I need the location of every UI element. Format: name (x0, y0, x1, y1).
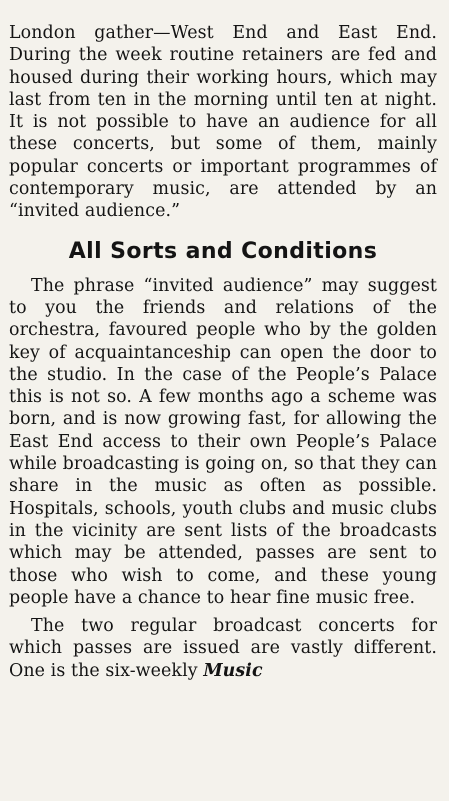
paragraph-regular-concerts-text: The two regular broadcast concerts for which passes are issued are vastly different. One is the six-weekly (9, 616, 437, 681)
paragraph-intro: London gather—West End and East End. During the week routine retainers are fed and housed during their working hours, which may last from ten in the morning until ten at night. It is not possible to have an audience for all these concerts, but some of them, mainly popular concerts or important programmes of contemporary music, are attended by an “invited audience.” (9, 23, 437, 222)
italic-word-music: Music (203, 660, 263, 681)
paragraph-invited-audience: The phrase “invited audience” may suggest to you the friends and relations of the orchestra, favoured people who by the golden key of acquaintanceship can open the door to the studio. In the case of the People’s Palace this is not so. A few months ago a scheme was born, and is now growing fast, for allowing the East End access to their own People’s Palace while broadcasting is going on, so that they can share in the music as often as possible. Hospitals, schools, youth clubs and music clubs in the vicinity are sent lists of the broadcasts which may be attended, passes are sent to those who wish to come, and these young people have a chance to hear fine music free. (9, 275, 437, 608)
section-heading: All Sorts and Conditions (68, 238, 378, 264)
paragraph-regular-concerts (9, 615, 437, 682)
